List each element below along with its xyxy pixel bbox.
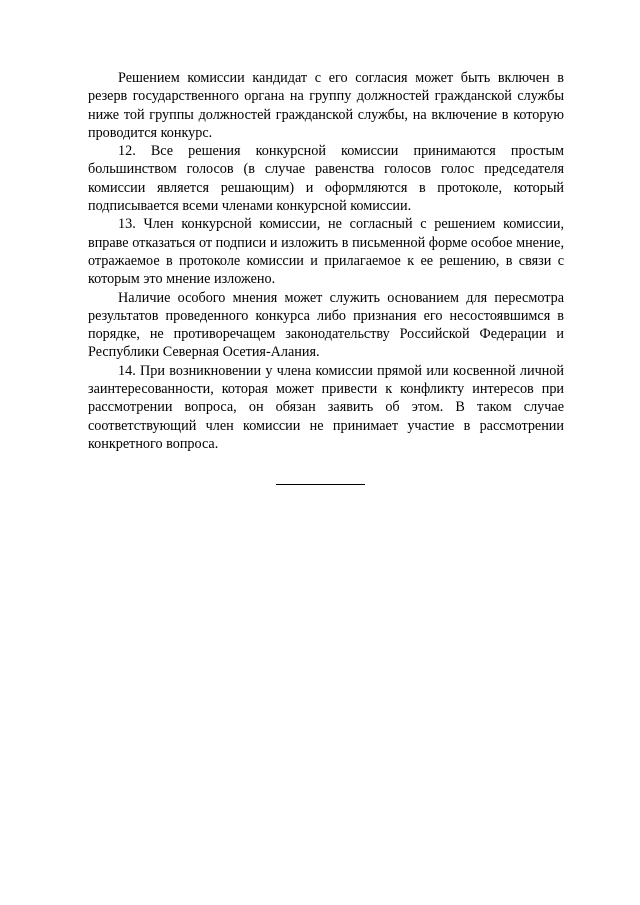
- paragraph-item-14: 14. При возникновении у члена комиссии прямой или косвенной личной заинтересованности, которая может привести к конфликту интересов при рассмотрении вопроса, он обязан заявить об этом. В таком случае соответствующий член комиссии не принимает участие в рассмотрении конкретного вопроса.: [88, 362, 564, 452]
- document-body: [88, 69, 564, 453]
- paragraph-item-12: 12. Все решения конкурсной комиссии принимаются простым большинством голосов (в случае равенства голосов голос председателя комиссии является решающим) и оформляются в протоколе, который подписывается всеми членами конкурсной комиссии.: [88, 143, 564, 215]
- paragraph-reserve-inclusion: Решением комиссии кандидат с его согласия может быть включен в резерв государственного органа на группу должностей гражданской службы ниже той группы должностей гражданской службы, на включение в которую проводится конкурс.: [88, 70, 564, 141]
- paragraph-item-13: 13. Член конкурсной комиссии, не согласный с решением комиссии, вправе отказаться от подписи и изложить в письменной форме особое мнение, отражаемое в протоколе комиссии и прилагаемое к ее решению, в связи с которым это мнение изложено.: [88, 216, 564, 288]
- end-of-document-line: [276, 484, 365, 485]
- paragraph-special-opinion: Наличие особого мнения может служить основанием для пересмотра результатов проведенного конкурса либо признания его несостоявшимся в порядке, не противоречащем законодательству Российской Федерации и Республики Северная Осетия-Алания.: [88, 289, 564, 361]
